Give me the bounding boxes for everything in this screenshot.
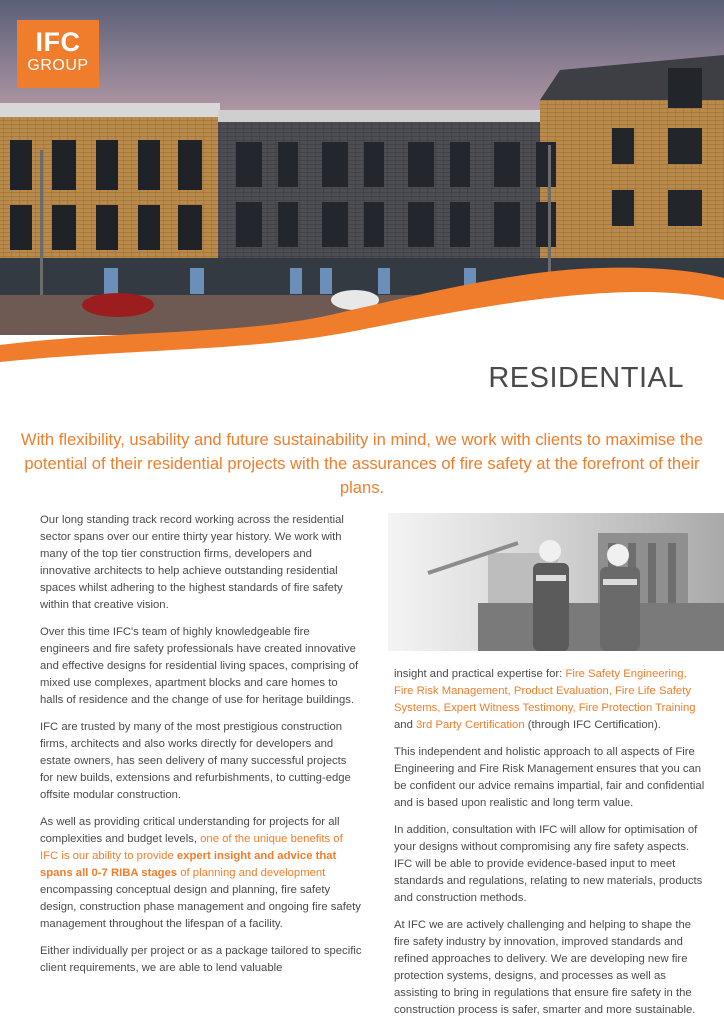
residential-terrace-photo [0,0,724,405]
engineers-site-photo [388,513,724,651]
paragraph-trusted: IFC are trusted by many of the most prestigious construction firms, architects and also works directly for developers and estate owners, has seen delivery of many successful projects for new builds, extensions and refurbishments, to cutting-edge offsite modular construction. [40,721,351,801]
paragraph-expertise [394,666,706,734]
right-column [394,666,706,1024]
riba-text-2: encompassing conceptual design and planning, fire safety design, construction phase management and ongoing fire safety management throughout the lifespan of a facility. [40,884,361,930]
paragraph-team: Over this time IFC's team of highly knowledgeable fire engineers and fire safety professionals have created innovative and effective designs for residential living spaces, comprising of mixed use complexes, apartment blocks and care homes to halls of residence and the change of use for heritage buildings. [40,626,359,706]
hero-banner [0,0,724,405]
expertise-text-2: (through IFC Certification). [524,719,661,731]
paragraph-track-record: Our long standing track record working across the residential sector spans over our entire thirty year history. We work with many of the top tier construction firms, developers and innovative architects to help achieve outstanding residential spaces whilst adhering to the highest standards of fire safety within that creative vision. [40,514,344,611]
riba-highlight-bold: expert insight and advice that spans all 0-7 RIBA stages [40,850,337,879]
riba-text-1: As well as providing critical understanding for projects for all complexities and budget levels, [40,816,340,845]
paragraph-independent: This independent and holistic approach to all aspects of Fire Engineering and Fire Risk Management ensures that you can be confident our advice remains impartial, fair and confidential and is based upon realistic and long term value. [394,746,705,809]
paragraph-package: Either individually per project or as a package tailored to specific client requirements, we are able to lend valuable [40,945,362,974]
expertise-certification: 3rd Party Certification [416,719,525,731]
intro-statement: With flexibility, usability and future sustainability in mind, we work with clients to maximise the potential of their residential projects with the assurances of fire safety at the forefront of their plans. [20,430,704,497]
paragraph-riba [40,814,362,933]
logo-group-text: GROUP [27,57,89,74]
ifc-group-logo [17,20,99,88]
logo-ifc-text: IFC [35,27,81,57]
left-column [40,512,362,987]
riba-highlight-2: of planning and development [177,867,326,879]
paragraph-innovation: At IFC we are actively challenging and helping to shape the fire safety industry by innovation, improved standards and refined approaches to delivery. We are developing new fire protection systems, designs, and processes as well as assisting to bring in regulations that ensure fire safety in the construction process is safer, smarter and more sustainable. [394,919,696,1016]
paragraph-consultation: In addition, consultation with IFC will allow for optimisation of your designs without compromising any fire safety aspects. IFC will be able to provide evidence-based input to meet standards and regulations, relating to new materials, products and construction methods. [394,824,703,904]
expertise-services-list: Fire Safety Engineering, Fire Risk Management, Product Evaluation, Fire Life Safety Systems, Expert Witness Testimony, Fire Protection Training [394,668,696,714]
page-title: RESIDENTIAL [488,362,684,394]
construction-workers-photo [388,513,724,651]
expertise-text-1: insight and practical expertise for: [394,668,566,680]
riba-highlight-1: one of the unique benefits of IFC is our ability to provide [40,833,343,862]
expertise-text-and: and [394,719,416,731]
